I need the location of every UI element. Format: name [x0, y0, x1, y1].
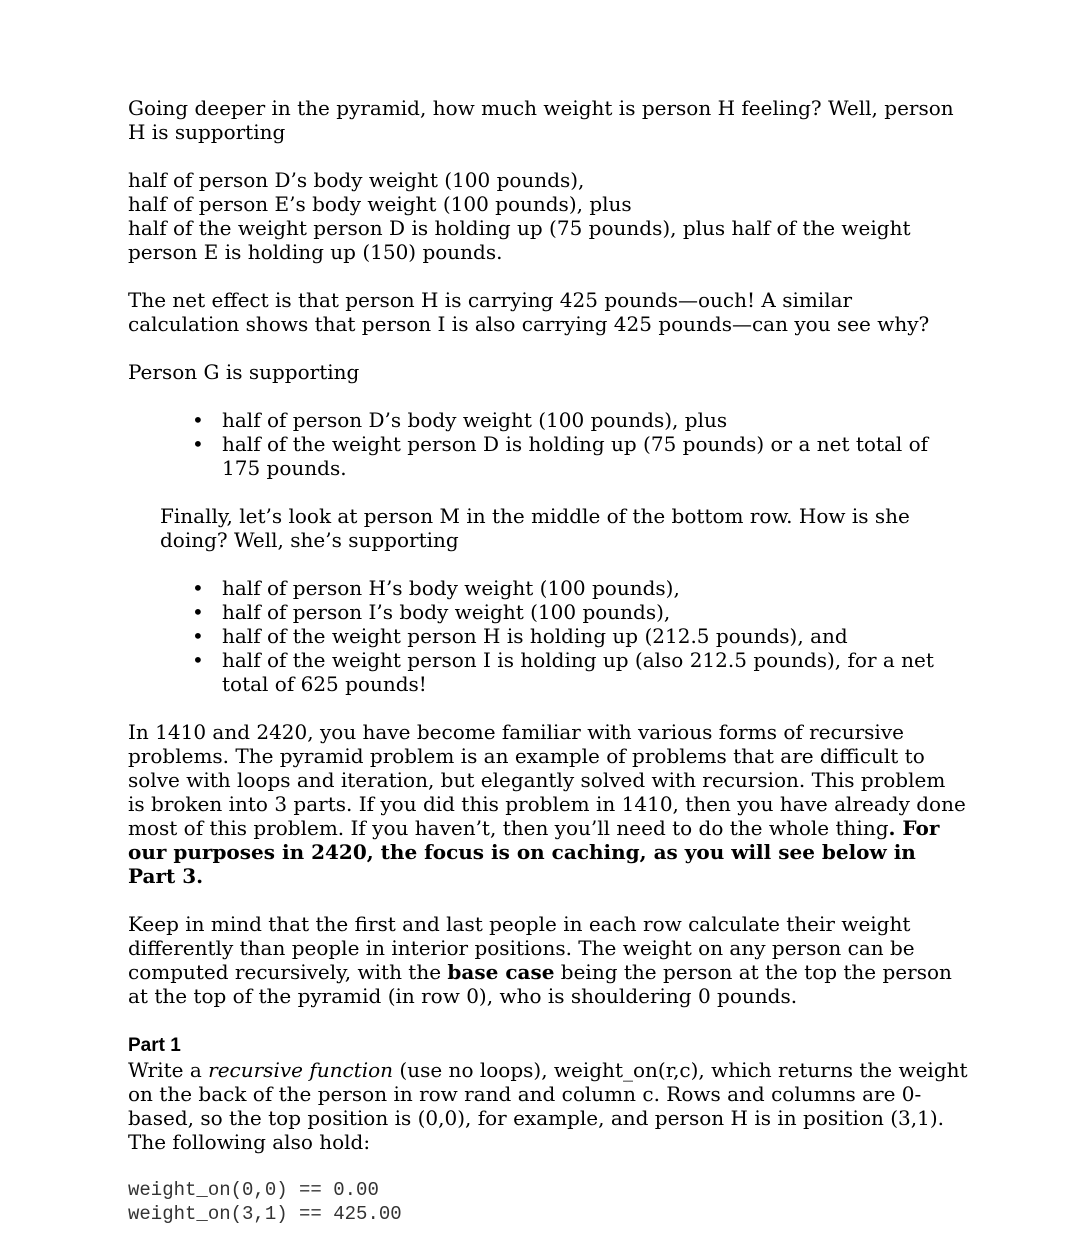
base-case-text-before: Keep in mind that the first and last people in each row calculate their weight differently than people in interior positions. The weight on any person can be computed recursively, with the — [128, 912, 915, 984]
recursion-text: In 1410 and 2420, you have become familiar with various forms of recursive problems. The pyramid problem is an example of problems that are difficult to solve with loops and iteration, but elegantly solved with recursion. This problem is broken into 3 parts. If you did this problem in 1410, then you have already done most of this problem. If you haven’t, then you’ll need to do the whole thing — [128, 720, 966, 840]
code-line: weight_on(0,0) == 0.00 — [128, 1179, 379, 1201]
caching-emphasis: . For our purposes in 2420, the focus is on caching, as you will see below in Part 3. — [128, 816, 940, 888]
person-m-intro: Finally, let’s look at person M in the middle of the bottom row. How is she doing? Well, she’s supporting — [160, 504, 910, 552]
bullet-item: • half of the weight person H is holding up (212.5 pounds), and — [222, 624, 968, 648]
base-case-term: base case — [447, 960, 555, 984]
code-block — [128, 1178, 968, 1226]
intro-paragraph: Going deeper in the pyramid, how much weight is person H feeling? Well, person H is supporting — [128, 96, 954, 144]
document-page — [128, 96, 968, 1226]
support-line: half of person D’s body weight (100 pounds), — [128, 168, 585, 192]
bullet-item: • half of person H’s body weight (100 pounds), — [222, 576, 968, 600]
part-1-paragraph — [128, 1058, 968, 1154]
person-m-bullet-list — [128, 576, 968, 696]
person-g-intro: Person G is supporting — [128, 360, 360, 384]
part-1-heading: Part 1 — [128, 1035, 181, 1056]
bullet-item: • half of person I’s body weight (100 pounds), — [222, 600, 968, 624]
person-g-bullet-list — [128, 408, 968, 480]
support-line: half of person E’s body weight (100 pounds), plus — [128, 192, 632, 216]
bullet-item: • half of the weight person I is holding up (also 212.5 pounds), for a net total of 625 pounds! — [222, 648, 968, 696]
base-case-text-after: being the person at the top the person at the top of the pyramid (in row 0), who is shouldering 0 pounds. — [128, 960, 952, 1008]
net-effect-paragraph: The net effect is that person H is carrying 425 pounds—ouch! A similar calculation shows that person I is also carrying 425 pounds—can you see why? — [128, 288, 930, 336]
support-line: half of the weight person D is holding up (75 pounds), plus half of the weight person E is holding up (150) pounds. — [128, 216, 911, 264]
base-case-paragraph — [128, 912, 968, 1008]
part-1-text-after: (use no loops), weight_on(r,c), which returns the weight on the back of the person in row rand and column c. Rows and columns are 0-based, so the top position is (0,0), for example, and person H is in position (3,1). The following also hold: — [128, 1058, 968, 1154]
person-h-support-list — [128, 168, 968, 264]
code-line: weight_on(3,1) == 425.00 — [128, 1203, 402, 1225]
recursive-function-term: recursive function — [208, 1058, 394, 1082]
bullet-item: • half of person D’s body weight (100 pounds), plus — [222, 408, 968, 432]
recursion-paragraph — [128, 720, 968, 888]
part-1-text-before: Write a — [128, 1058, 209, 1082]
bullet-item: • half of the weight person D is holding up (75 pounds) or a net total of 175 pounds. — [222, 432, 968, 480]
